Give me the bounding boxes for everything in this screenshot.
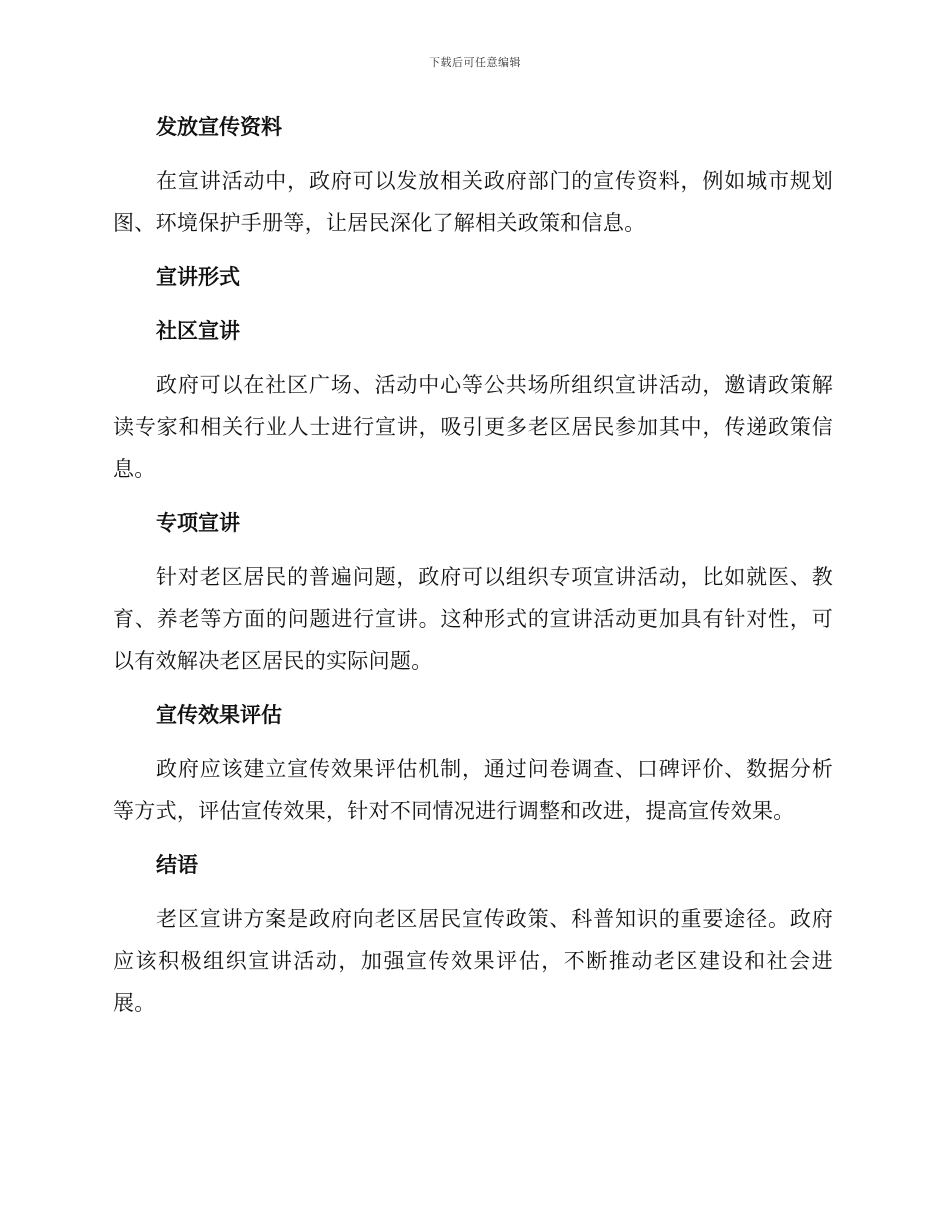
section-effect-evaluation xyxy=(113,694,833,844)
section-heading: 宣传效果评估 xyxy=(156,702,282,727)
section-heading: 发放宣传资料 xyxy=(156,114,282,139)
page-header: 下载后可任意编辑 xyxy=(429,56,521,69)
section-conclusion xyxy=(113,844,833,1024)
section-paragraph: 针对老区居民的普遍问题，政府可以组织专项宣讲活动，比如就医、教育、养老等方面的问题进行宣讲。这种形式的宣讲活动更加具有针对性，可以有效解决老区居民的实际问题。 xyxy=(113,565,833,673)
section-lecture-forms xyxy=(113,256,833,310)
section-paragraph: 在宣讲活动中，政府可以发放相关政府部门的宣传资料，例如城市规划图、环境保护手册等，让居民深化了解相关政策和信息。 xyxy=(113,169,833,235)
section-heading: 结语 xyxy=(156,852,198,877)
section-heading: 宣讲形式 xyxy=(156,264,240,289)
section-paragraph: 政府应该建立宣传效果评估机制，通过问卷调查、口碑评价、数据分析等方式，评估宣传效果，针对不同情况进行调整和改进，提高宣传效果。 xyxy=(113,757,833,823)
section-special-lecture xyxy=(113,502,833,694)
section-heading: 社区宣讲 xyxy=(156,318,240,343)
section-paragraph: 政府可以在社区广场、活动中心等公共场所组织宣讲活动，邀请政策解读专家和相关行业人士进行宣讲，吸引更多老区居民参加其中，传递政策信息。 xyxy=(113,373,833,481)
document-body xyxy=(113,106,833,1024)
section-heading: 专项宣讲 xyxy=(156,510,240,535)
section-paragraph: 老区宣讲方案是政府向老区居民宣传政策、科普知识的重要途径。政府应该积极组织宣讲活动，加强宣传效果评估，不断推动老区建设和社会进展。 xyxy=(113,907,833,1015)
section-distribute-materials xyxy=(113,106,833,256)
section-community-lecture xyxy=(113,310,833,502)
